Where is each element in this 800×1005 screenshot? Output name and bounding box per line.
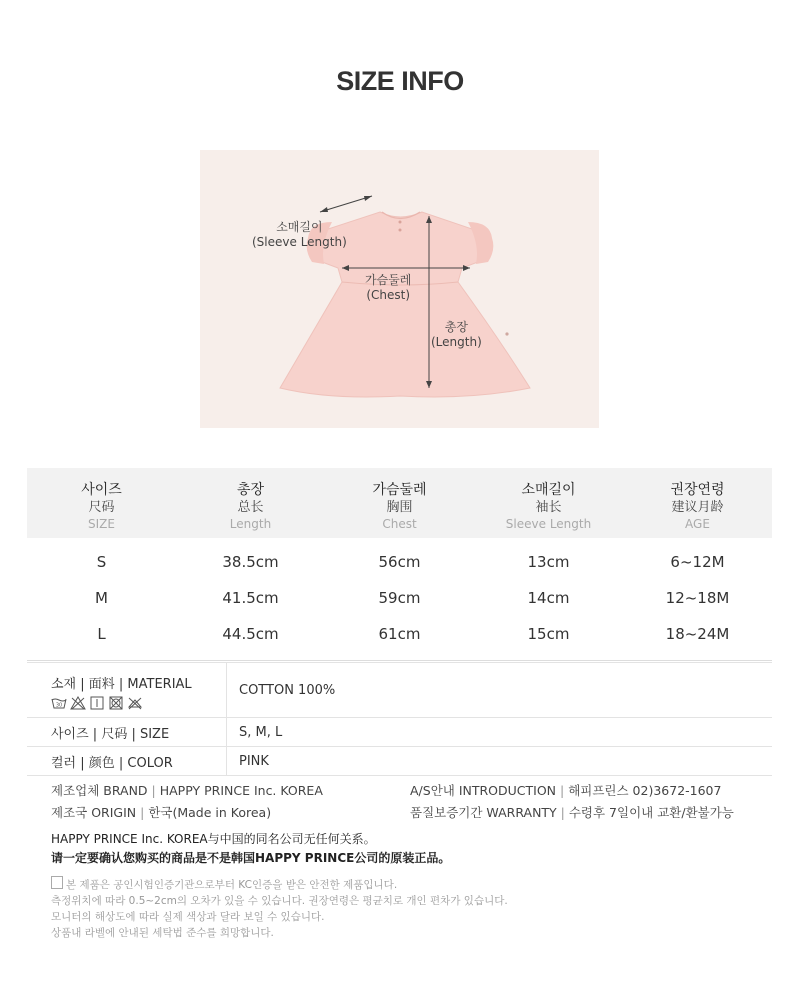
table-row: [27, 616, 772, 652]
header-chest-cn: 胸围: [386, 500, 413, 515]
header-sleeve: [474, 468, 623, 538]
warranty-line: 품질보증기간 WARRANTY | 수령후 7일이내 교환/환불가능: [410, 805, 734, 820]
header-age-cn: 建议月龄: [671, 500, 724, 515]
header-sleeve-en: Sleeve Length: [505, 517, 592, 531]
size-label: 사이즈 | 尺码 | SIZE: [27, 718, 227, 746]
kc-mark-icon: [51, 876, 63, 889]
cell-sleeve: 15cm: [527, 625, 570, 643]
korean-notice-line: 본 제품은 공인시험인증기관으로부터 KC인증을 받은 안전한 제품입니다.: [51, 876, 508, 893]
brand-info-left: [51, 780, 323, 824]
color-row: [27, 747, 772, 776]
chinese-notice: [51, 830, 450, 868]
cell-sleeve: 13cm: [527, 553, 570, 571]
chest-ko: 가슴둘레: [365, 273, 412, 287]
brand-line: 제조업체 BRAND | HAPPY PRINCE Inc. KOREA: [51, 783, 323, 798]
size-row: [27, 718, 772, 747]
header-chest-en: Chest: [382, 517, 417, 531]
header-size-ko: 사이즈: [81, 482, 122, 498]
size-value: S, M, L: [239, 724, 283, 740]
dry-flat-icon: [89, 696, 105, 710]
cell-age: 6~12M: [670, 553, 725, 571]
sleeve-length-ko: 소매길이: [276, 220, 323, 234]
sleeve-length-annotation: [252, 220, 347, 250]
brand-label: 제조업체 BRAND: [51, 783, 148, 798]
wash-30-icon: [51, 696, 67, 710]
cell-age: 12~18M: [665, 589, 730, 607]
chest-en: (Chest): [366, 288, 411, 302]
header-length-ko: 총장: [236, 482, 265, 498]
chinese-notice-line: 请一定要确认您购买的商品是不是韩国HAPPY PRINCE公司的原装正品。: [51, 851, 451, 865]
no-bleach-icon: [70, 696, 86, 710]
header-length: [176, 468, 325, 538]
cell-length: 38.5cm: [222, 553, 279, 571]
header-chest-ko: 가슴둘레: [372, 482, 427, 498]
header-age: [623, 468, 772, 538]
cell-chest: 61cm: [378, 625, 421, 643]
material-row: [27, 662, 772, 718]
length-annotation: [431, 320, 482, 350]
no-tumble-dry-icon: [108, 696, 124, 710]
size-table: [27, 468, 772, 661]
header-size-en: SIZE: [88, 517, 115, 531]
length-en: (Length): [431, 335, 482, 349]
page-title: SIZE INFO: [336, 66, 464, 96]
korean-notice-line: 상품내 라벨에 안내된 세탁법 준수를 희망합니다.: [51, 927, 274, 939]
header-age-ko: 권장연령: [670, 482, 725, 498]
as-value: 해피프린스 02)3672-1607: [568, 783, 722, 798]
cell-size: L: [97, 625, 106, 643]
header-length-en: Length: [229, 517, 272, 531]
korean-notice-line: 측정위치에 따라 0.5~2cm의 오차가 있을 수 있습니다. 권장연령은 평균치로 개인 편차가 있습니다.: [51, 895, 508, 907]
origin-value: 한국(Made in Korea): [148, 805, 272, 820]
warranty-label: 품질보증기간 WARRANTY: [410, 805, 557, 820]
header-length-cn: 总长: [237, 500, 264, 515]
header-sleeve-cn: 袖长: [535, 500, 562, 515]
cell-sleeve: 14cm: [527, 589, 570, 607]
header-size-cn: 尺码: [88, 500, 115, 515]
divider: [27, 660, 772, 661]
size-table-header: [27, 468, 772, 538]
material-label-cell: [27, 663, 227, 717]
material-label: 소재 | 面料 | MATERIAL: [51, 677, 192, 692]
cell-length: 41.5cm: [222, 589, 279, 607]
color-label: 컬러 | 颜色 | COLOR: [27, 747, 227, 775]
cell-length: 44.5cm: [222, 625, 279, 643]
product-info-table: [27, 662, 772, 776]
cell-age: 18~24M: [665, 625, 730, 643]
warranty-value: 수령후 7일이내 교환/환불가능: [568, 805, 734, 820]
brand-value: HAPPY PRINCE Inc. KOREA: [159, 783, 323, 798]
chest-annotation: [365, 273, 411, 303]
table-row: [27, 544, 772, 580]
korean-notice: [51, 876, 508, 941]
cell-size: S: [96, 553, 107, 571]
origin-line: 제조국 ORIGIN | 한국(Made in Korea): [51, 805, 272, 820]
wash-icons: [51, 696, 226, 710]
sleeve-length-en: (Sleeve Length): [252, 235, 347, 249]
header-sleeve-ko: 소매길이: [521, 482, 576, 498]
color-value: PINK: [239, 753, 269, 769]
brand-info-right: [410, 780, 734, 824]
no-dryclean-icon: [127, 696, 143, 710]
as-line: A/S안내 INTRODUCTION | 해피프린스 02)3672-1607: [410, 783, 722, 798]
as-label: A/S안내 INTRODUCTION: [410, 783, 557, 798]
cell-chest: 56cm: [378, 553, 421, 571]
chinese-notice-line: HAPPY PRINCE Inc. KOREA与中国的同名公司无任何关系。: [51, 832, 376, 846]
material-value: COTTON 100%: [239, 683, 336, 698]
product-photo: [200, 150, 599, 428]
cell-chest: 59cm: [378, 589, 421, 607]
cell-size: M: [95, 589, 108, 607]
length-ko: 총장: [444, 320, 468, 334]
header-age-en: AGE: [685, 517, 710, 531]
korean-notice-line: 모니터의 해상도에 따라 실제 색상과 달라 보일 수 있습니다.: [51, 911, 325, 923]
table-row: [27, 580, 772, 616]
header-chest: [325, 468, 474, 538]
svg-text:30: 30: [55, 702, 63, 709]
origin-label: 제조국 ORIGIN: [51, 805, 137, 820]
header-size: [27, 468, 176, 538]
